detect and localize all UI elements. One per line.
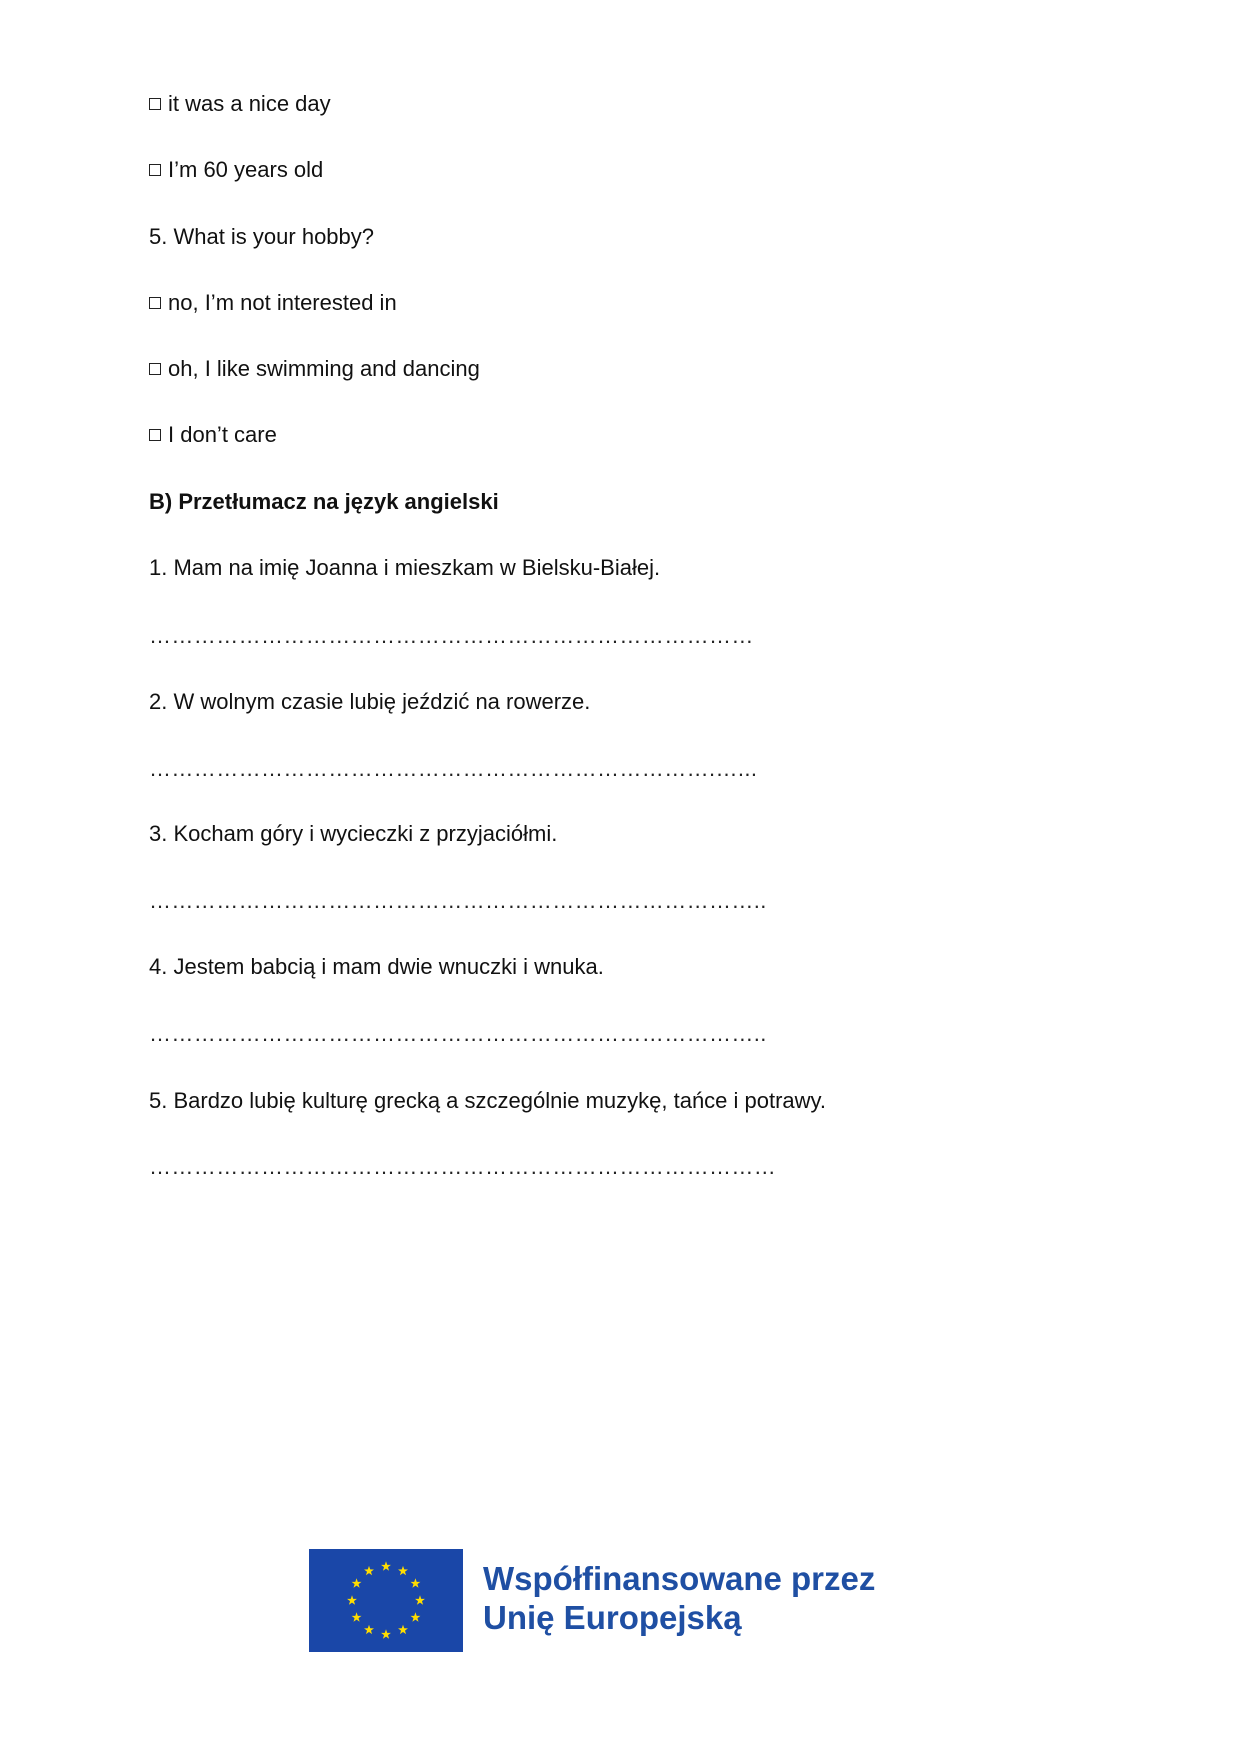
answer-option (149, 155, 323, 185)
answer-option-label: it was a nice day (168, 91, 331, 116)
translation-sentence: 2. W wolnym czasie lubię jeździć na rowerze. (149, 689, 591, 714)
translation-sentence: 1. Mam na imię Joanna i mieszkam w Bielsku-Białej. (149, 555, 661, 580)
checkbox-icon[interactable] (149, 363, 161, 375)
translation-sentence: 4. Jestem babcią i mam dwie wnuczki i wnuka. (149, 954, 604, 979)
eu-flag-icon (309, 1549, 463, 1652)
checkbox-icon[interactable] (149, 297, 161, 309)
question-5: 5. What is your hobby? (149, 224, 375, 249)
answer-option-label: oh, I like swimming and dancing (168, 356, 480, 381)
funding-line-2: Unię Europejską (483, 1598, 742, 1636)
answer-blank[interactable]: ……………………………………………………………………….. (149, 1021, 767, 1046)
answer-option-label: I don’t care (168, 422, 277, 447)
checkbox-icon[interactable] (149, 429, 161, 441)
answer-option-label: I’m 60 years old (168, 157, 324, 182)
section-b-heading: B) Przetłumacz na język angielski (149, 489, 499, 514)
checkbox-icon[interactable] (149, 164, 161, 176)
answer-blank[interactable]: ……………………………………………………………………….. (149, 888, 767, 913)
answer-option (149, 420, 277, 450)
checkbox-icon[interactable] (149, 98, 161, 110)
answer-option (149, 354, 480, 384)
answer-blank[interactable]: ……………………………………………………………………… (149, 623, 754, 648)
funding-text (483, 1559, 875, 1637)
eu-funding-logo (309, 1549, 875, 1652)
answer-blank[interactable]: ………………………………………………………………………… (149, 1154, 777, 1179)
answer-option-label: no, I’m not interested in (168, 290, 397, 315)
funding-line-1: Współfinansowane przez (483, 1559, 876, 1597)
answer-option (149, 288, 397, 318)
answer-option (149, 89, 331, 119)
answer-blank[interactable]: ………………………………………………………………….…... (149, 756, 758, 781)
translation-sentence: 3. Kocham góry i wycieczki z przyjaciółmi. (149, 821, 558, 846)
translation-sentence: 5. Bardzo lubię kulturę grecką a szczególnie muzykę, tańce i potrawy. (149, 1088, 827, 1113)
